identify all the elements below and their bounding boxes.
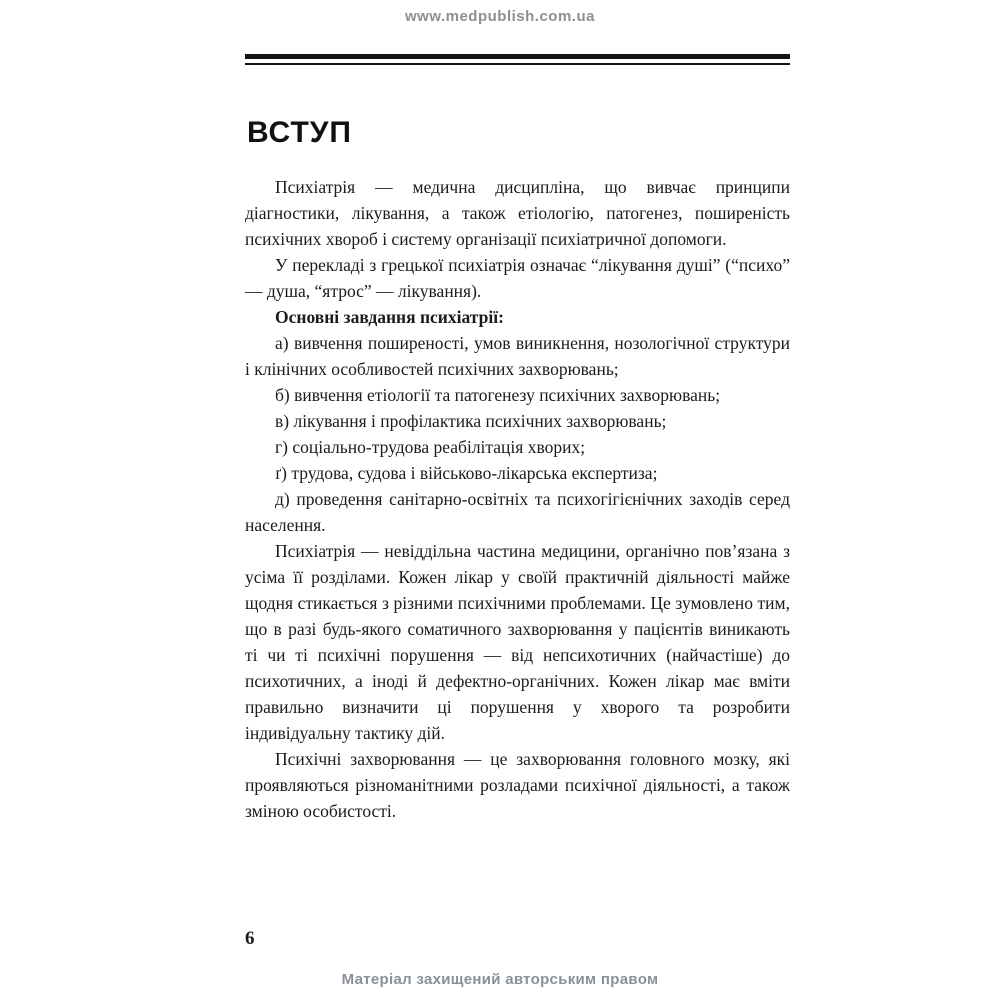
paragraph-tasks-heading: Основні завдання психіатрії: — [275, 307, 504, 327]
list-item-b: б) вивчення етіології та патогенезу психічних захворювань; — [275, 385, 721, 405]
page-title: ВСТУП — [247, 116, 352, 149]
paragraph-mental-illness-definition: Психічні захворювання — це захворювання головного мозку, які проявляються різноманітними розладами психічної діяльності, а також зміною особистості. — [245, 749, 790, 821]
paragraph-etymology: У перекладі з грецької психіатрія означає “лікування душі” (“психо” — душа, “ятрос” — лікування). — [245, 255, 790, 301]
list-item-h: г) соціально-трудова реабілітація хворих; — [275, 437, 586, 457]
rule-thin — [245, 63, 790, 65]
list-item-d: д) проведення санітарно-освітніх та психогігієнічних заходів серед населення. — [245, 489, 790, 535]
list-item-g: ґ) трудова, судова і військово-лікарська експертиза; — [275, 463, 658, 483]
paragraph-intro-definition: Психіатрія — медична дисципліна, що вивчає принципи діагностики, лікування, а також етіологію, патогенез, поширеність психічних хвороб і систему організації психіатричної допомоги. — [245, 177, 790, 249]
divider-rules — [245, 54, 790, 65]
list-item-a: а) вивчення поширеності, умов виникнення, нозологічної структури і клінічних особливостей психічних захворювань; — [245, 333, 790, 379]
header-url: www.medpublish.com.ua — [405, 8, 595, 25]
list-item-v: в) лікування і профілактика психічних захворювань; — [275, 411, 667, 431]
footer-copyright: Матеріал захищений авторським правом — [341, 971, 659, 988]
page-number: 6 — [245, 928, 255, 949]
paragraph-role-of-psychiatry: Психіатрія — невіддільна частина медицини, органічно пов’язана з усіма її розділами. Кожен лікар у своїй практичній діяльності майже щодня стикається з різними психічними проблемами. Це зумовлено тим, що в разі будь-якого соматичного захворювання у пацієнтів виникають ті чи ті психічні порушення — від непсихотичних (найчастіше) до психотичних, а іноді й дефектно-органічних. Кожен лікар має вміти правильно визначити ці порушення у хворого та розробити індивідуальну тактику дій. — [245, 541, 790, 743]
page-content — [245, 70, 790, 824]
rule-thick — [245, 54, 790, 59]
